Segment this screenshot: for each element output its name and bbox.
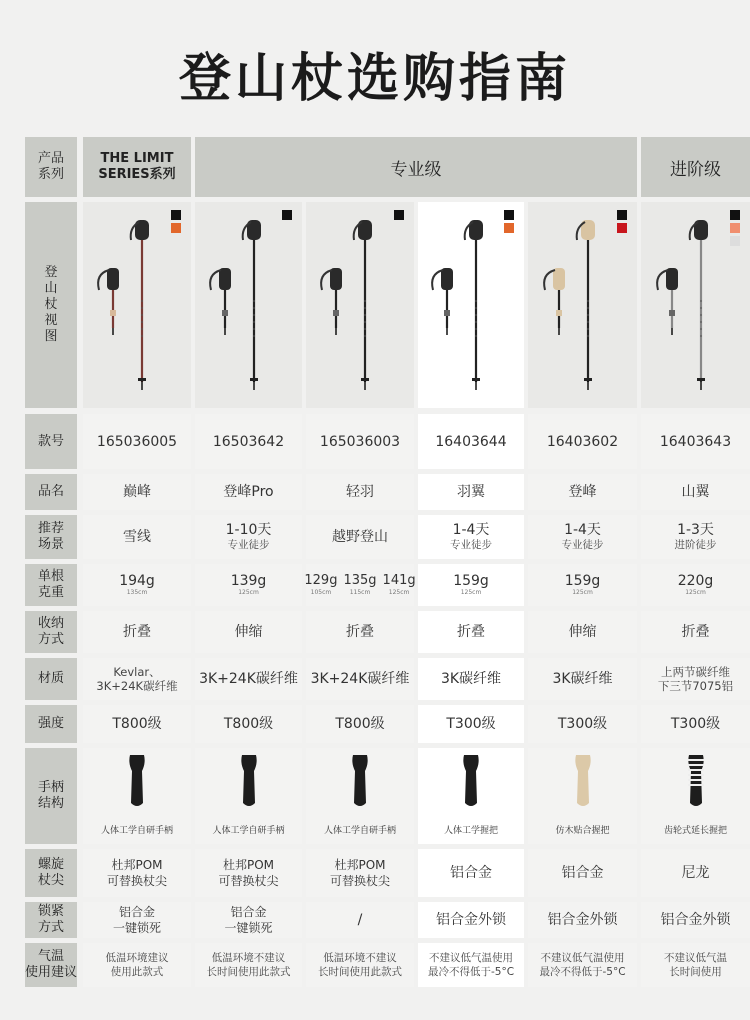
lock-text: 铝合金外锁 [547, 912, 618, 928]
color-swatch[interactable] [171, 223, 181, 233]
cell-strength [641, 705, 750, 743]
weight-group [304, 573, 415, 597]
cell-model [83, 414, 191, 469]
cell-tip [195, 849, 302, 897]
pole-view-cell [195, 202, 302, 408]
product-name: 登峰Pro [223, 484, 274, 500]
cell-name [418, 474, 524, 510]
weight-length: 105cm [310, 589, 332, 596]
row-label-strength [25, 705, 77, 743]
cell-model [195, 414, 302, 469]
grip-caption: 人体工学自研手柄 [323, 826, 396, 836]
row-label-grip [25, 748, 77, 844]
product-name: 巅峰 [123, 484, 151, 500]
temp-text: 低温环境不建议 长时间使用此款式 [206, 952, 291, 978]
row-label-name [25, 474, 77, 510]
scene-main: 雪线 [123, 529, 151, 545]
grip-image [345, 753, 375, 809]
scene-main: 1-3天 [677, 522, 714, 538]
color-swatch[interactable] [730, 223, 740, 233]
cell-model [418, 414, 524, 469]
weight-length: 125cm [238, 589, 259, 596]
cell-name [306, 474, 414, 510]
cell-material [528, 658, 637, 700]
cell-tip [83, 849, 191, 897]
row-label-temp-text: 气温 使用建议 [25, 949, 78, 980]
color-swatch[interactable] [504, 210, 514, 220]
cell-lock [83, 902, 191, 938]
cell-storage [418, 611, 524, 653]
row-label-lock [25, 902, 77, 938]
color-swatch[interactable] [617, 223, 627, 233]
grip-image [681, 753, 711, 809]
cell-tip [306, 849, 414, 897]
header-advanced-text: 进阶级 [670, 159, 721, 180]
storage-text: 折叠 [346, 624, 374, 640]
lock-text: / [357, 912, 363, 928]
cell-name [83, 474, 191, 510]
cell-weight [306, 564, 414, 606]
row-label-storage-text: 收纳 方式 [37, 616, 64, 647]
pole-view-cell [528, 202, 637, 408]
row-label-scene [25, 515, 77, 559]
tip-text: 铝合金 [450, 865, 492, 881]
cell-lock [528, 902, 637, 938]
pole-view-cell [418, 202, 524, 408]
cell-strength [528, 705, 637, 743]
temp-text: 不建议低气温 长时间使用 [664, 952, 727, 978]
trekking-pole-image [87, 210, 187, 400]
product-name: 山翼 [681, 484, 710, 500]
scene-sub: 专业徒步 [450, 539, 492, 551]
cell-storage [306, 611, 414, 653]
cell-scene [528, 515, 637, 559]
header-advanced [641, 137, 750, 197]
strength-text: T800级 [112, 716, 162, 732]
cell-strength [195, 705, 302, 743]
grip-caption: 人体工学握把 [443, 826, 498, 836]
row-label-temp [25, 943, 77, 987]
row-label-view [25, 202, 77, 408]
cell-scene [195, 515, 302, 559]
header-label-text: 产品 系列 [37, 151, 64, 182]
cell-lock [418, 902, 524, 938]
row-label-model [25, 414, 77, 469]
grip-image [568, 753, 598, 809]
weight-value: 139g [230, 573, 267, 589]
header-label-series [25, 137, 77, 197]
cell-temp [306, 943, 414, 987]
cell-strength [418, 705, 524, 743]
weight-length: 125cm [685, 589, 706, 596]
cell-material [306, 658, 414, 700]
cell-temp [418, 943, 524, 987]
cell-name [641, 474, 750, 510]
cell-weight [641, 564, 750, 606]
cell-grip [306, 748, 414, 844]
cell-scene [641, 515, 750, 559]
model-number: 165036005 [96, 433, 178, 450]
cell-lock [641, 902, 750, 938]
lock-text: 铝合金外锁 [660, 912, 731, 928]
tip-text: 铝合金 [561, 865, 604, 881]
model-number: 16403602 [546, 433, 619, 450]
material-text: Kevlar、 3K+24K碳纤维 [96, 665, 178, 693]
weight-item [678, 573, 714, 597]
cell-storage [195, 611, 302, 653]
model-number: 16403643 [659, 433, 732, 450]
weight-item [383, 573, 416, 597]
cell-model [306, 414, 414, 469]
cell-weight [83, 564, 191, 606]
material-text: 上两节碳纤维 下三节7075铝 [657, 665, 734, 693]
material-text: 3K碳纤维 [440, 671, 502, 687]
scene-sub: 进阶徒步 [674, 539, 717, 551]
storage-text: 伸缩 [568, 624, 597, 640]
weight-item [565, 573, 601, 597]
tip-text: 尼龙 [681, 865, 710, 881]
row-label-name-text: 品名 [37, 484, 64, 499]
grip-image [234, 753, 264, 809]
weight-group [119, 573, 155, 597]
row-label-material-text: 材质 [37, 671, 64, 686]
pole-view-cell [306, 202, 414, 408]
material-text: 3K碳纤维 [552, 671, 613, 687]
weight-value: 220g [677, 573, 714, 589]
pole-view-cell [83, 202, 191, 408]
row-label-grip-text: 手柄 结构 [37, 780, 64, 811]
cell-material [641, 658, 750, 700]
pole-view-cell [641, 202, 750, 408]
storage-text: 折叠 [681, 624, 710, 640]
cell-tip [528, 849, 637, 897]
tip-text: 杜邦POM 可替换杖尖 [106, 858, 167, 888]
cell-grip [641, 748, 750, 844]
strength-text: T300级 [446, 716, 496, 732]
model-number: 165036003 [319, 433, 401, 450]
grip-image [456, 753, 486, 809]
storage-text: 折叠 [123, 624, 151, 640]
cell-scene [83, 515, 191, 559]
cell-material [195, 658, 302, 700]
grip-caption: 人体工学自研手柄 [100, 826, 173, 836]
weight-item [453, 573, 489, 597]
color-swatch[interactable] [282, 210, 292, 220]
scene-main: 越野登山 [332, 529, 388, 545]
row-label-weight [25, 564, 77, 606]
cell-lock [306, 902, 414, 938]
weight-length: 125cm [460, 589, 482, 596]
strength-text: T800级 [223, 716, 274, 732]
color-swatch[interactable] [730, 210, 740, 220]
temp-text: 不建议低气温使用 最冷不得低于-5°C [539, 952, 626, 978]
temp-text: 不建议低气温使用 最冷不得低于-5°C [427, 952, 515, 978]
weight-item [231, 573, 267, 597]
cell-scene [418, 515, 524, 559]
material-text: 3K+24K碳纤维 [199, 671, 298, 687]
scene-main: 1-4天 [452, 522, 490, 538]
cell-weight [195, 564, 302, 606]
storage-text: 折叠 [457, 624, 485, 640]
color-swatch[interactable] [730, 236, 740, 246]
row-label-material [25, 658, 77, 700]
row-label-tip-text: 螺旋 杖尖 [37, 857, 64, 888]
scene-sub: 专业徒步 [227, 539, 270, 551]
weight-group [678, 573, 714, 597]
lock-text: 铝合金 一键锁死 [224, 905, 273, 935]
weight-value: 159g [564, 573, 601, 589]
header-limit-series [83, 137, 191, 197]
strength-text: T300级 [557, 716, 608, 732]
cell-name [195, 474, 302, 510]
trekking-pole-image [421, 210, 521, 400]
tip-text: 杜邦POM 可替换杖尖 [329, 858, 390, 888]
temp-text: 低温环境不建议 长时间使用此款式 [318, 952, 402, 978]
weight-length: 125cm [388, 589, 410, 596]
cell-storage [83, 611, 191, 653]
row-label-weight-text: 单根 克重 [37, 569, 64, 600]
grip-caption: 人体工学自研手柄 [212, 826, 285, 836]
tip-text: 杜邦POM 可替换杖尖 [218, 858, 279, 888]
cell-material [418, 658, 524, 700]
scene-main: 1-10天 [225, 522, 272, 538]
cell-material [83, 658, 191, 700]
model-number: 16403644 [435, 433, 507, 450]
color-swatch[interactable] [171, 210, 181, 220]
cell-strength [306, 705, 414, 743]
grip-caption: 齿轮式延长握把 [663, 826, 727, 836]
material-text: 3K+24K碳纤维 [310, 671, 410, 687]
cell-grip [195, 748, 302, 844]
cell-storage [641, 611, 750, 653]
weight-value: 159g [453, 573, 489, 589]
weight-value: 135g [343, 573, 377, 588]
weight-value: 129g [304, 573, 338, 588]
lock-text: 铝合金外锁 [436, 912, 506, 928]
header-limit-series-text: THE LIMIT SERIES系列 [98, 151, 176, 182]
cell-strength [83, 705, 191, 743]
cell-temp [528, 943, 637, 987]
product-name: 轻羽 [346, 484, 374, 500]
row-label-strength-text: 强度 [37, 716, 64, 731]
product-name: 登峰 [568, 484, 597, 500]
cell-temp [83, 943, 191, 987]
cell-weight [528, 564, 637, 606]
cell-tip [418, 849, 524, 897]
color-swatch[interactable] [504, 223, 514, 233]
row-label-tip [25, 849, 77, 897]
lock-text: 铝合金 一键锁死 [112, 905, 161, 935]
weight-group [565, 573, 601, 597]
header-professional [195, 137, 637, 197]
cell-temp [641, 943, 750, 987]
cell-temp [195, 943, 302, 987]
color-swatch[interactable] [394, 210, 404, 220]
cell-lock [195, 902, 302, 938]
row-label-model-text: 款号 [37, 433, 64, 449]
weight-item [119, 573, 155, 597]
trekking-pole-image [199, 210, 299, 400]
page-title: 登山杖选购指南 [178, 49, 571, 109]
weight-value: 194g [119, 573, 155, 589]
cell-storage [528, 611, 637, 653]
weight-item [343, 573, 376, 597]
cell-grip [83, 748, 191, 844]
trekking-pole-image [533, 210, 633, 400]
strength-text: T800级 [335, 716, 385, 732]
trekking-pole-image [310, 210, 410, 400]
weight-length: 135cm [126, 589, 148, 596]
strength-text: T300级 [670, 716, 721, 732]
cell-tip [641, 849, 750, 897]
cell-model [641, 414, 750, 469]
weight-length: 115cm [349, 589, 371, 596]
weight-value: 141g [382, 573, 416, 588]
header-professional-text: 专业级 [390, 159, 442, 180]
scene-main: 1-4天 [564, 522, 601, 538]
weight-group [453, 573, 489, 597]
scene-sub: 专业徒步 [561, 539, 604, 551]
cell-name [528, 474, 637, 510]
cell-grip [528, 748, 637, 844]
temp-text: 低温环境建议 使用此款式 [105, 952, 169, 978]
cell-model [528, 414, 637, 469]
cell-grip [418, 748, 524, 844]
grip-image [122, 753, 152, 809]
row-label-scene-text: 推荐 场景 [37, 521, 64, 552]
color-swatch[interactable] [617, 210, 627, 220]
product-name: 羽翼 [457, 484, 485, 500]
model-number: 16503642 [212, 433, 285, 450]
weight-group [231, 573, 267, 597]
row-label-view-text: 登 山 杖 视 图 [44, 265, 58, 344]
row-label-lock-text: 锁紧 方式 [37, 904, 64, 935]
weight-length: 125cm [572, 589, 593, 596]
cell-weight [418, 564, 524, 606]
weight-item [304, 573, 337, 597]
storage-text: 伸缩 [234, 624, 263, 640]
cell-scene [306, 515, 414, 559]
grip-caption: 仿木贴合握把 [555, 826, 610, 836]
row-label-storage [25, 611, 77, 653]
